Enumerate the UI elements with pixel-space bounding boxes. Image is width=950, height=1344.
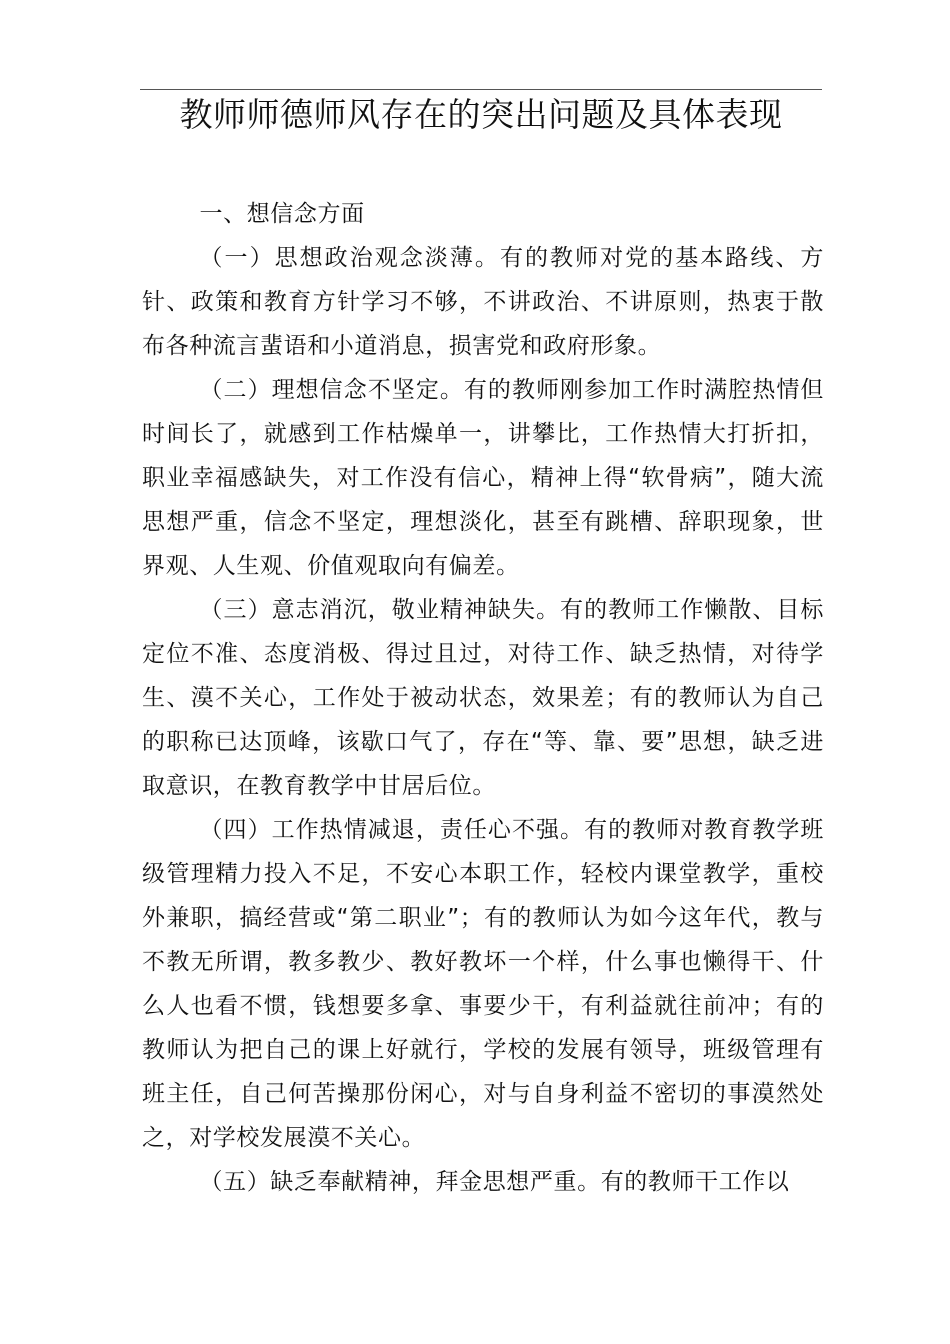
paragraph-2: （二）理想信念不坚定。有的教师刚参加工作时满腔热情但时间长了，就感到工作枯燥单一，讲攀比，工作热情大打折扣，职业幸福感缺失，对工作没有信心，精神上得“软骨病”，随大流思想严重，信念不坚定，理想淡化，甚至有跳槽、辞职现象，世界观、人生观、价值观取向有偏差。 — [142, 377, 824, 579]
paragraph-4: （四）工作热情减退，责任心不强。有的教师对教育教学班级管理精力投入不足，不安心本职工作，轻校内课堂教学，重校外兼职，搞经营或“第二职业”；有的教师认为如今这年代，教与不教无所谓，教多教少、教好教坏一个样，什么事也懒得干、什么人也看不惯，钱想要多拿、事要少干，有利益就往前冲；有的教师认为把自己的课上好就行，学校的发展有领导，班级管理有班主任，自己何苦操那份闲心，对与自身利益不密切的事漠然处之，对学校发展漠不关心。 — [142, 817, 824, 1151]
section-heading: 一、想信念方面 — [199, 201, 365, 227]
document-body — [142, 192, 824, 1204]
document-title: 教师师德师风存在的突出问题及具体表现 — [179, 95, 783, 134]
paragraph-3: （三）意志消沉，敬业精神缺失。有的教师工作懒散、目标定位不准、态度消极、得过且过，对待工作、缺乏热情，对待学生、漠不关心，工作处于被动状态，效果差；有的教师认为自己的职称已达顶峰，该歇口气了，存在“等、靠、要”思想，缺乏进取意识，在教育教学中甘居后位。 — [142, 597, 824, 799]
header-rule — [140, 89, 822, 90]
paragraph-1: （一）思想政治观念淡薄。有的教师对党的基本路线、方针、政策和教育方针学习不够，不讲政治、不讲原则，热衷于散布各种流言蜚语和小道消息，损害党和政府形象。 — [142, 245, 824, 359]
paragraph-5: （五）缺乏奉献精神，拜金思想严重。有的教师干工作以 — [199, 1169, 790, 1195]
